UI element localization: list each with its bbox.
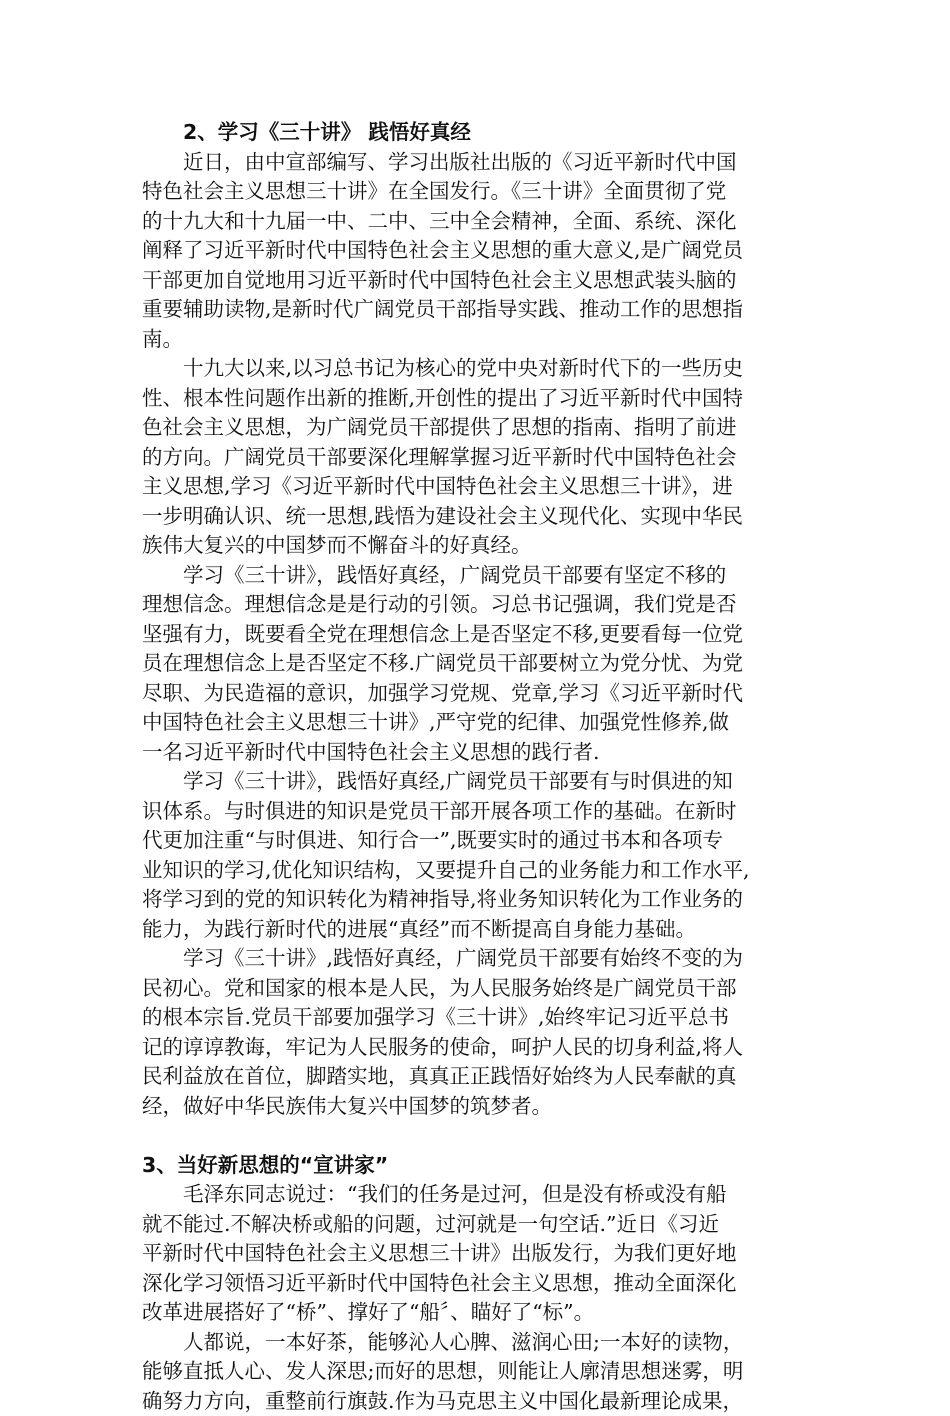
text-line: 确努力方向，重整前行旗鼓.作为马克思主义中国化最新理论成果， (142, 1387, 816, 1416)
text-line: 就不能过.不解决桥或船的问题，过河就是一句空话.”近日《习近 (142, 1210, 816, 1240)
text-line: 改革进展搭好了“桥”、撑好了“船〞、瞄好了“标”。 (142, 1298, 816, 1328)
text-line: 性、根本性问题作出新的推断,开创性的提出了习近平新时代中国特 (142, 384, 816, 414)
text-line: 记的谆谆教诲，牢记为人民服务的使命，呵护人民的切身利益,将人 (142, 1033, 816, 1063)
text-line: 特色社会主义思想三十讲》在全国发行。《三十讲》全面贯彻了党 (142, 177, 816, 207)
text-line: 一步明确认识、统一思想,践悟为建设社会主义现代化、实现中华民 (142, 502, 816, 532)
text-line: 主义思想,学习《习近平新时代中国特色社会主义思想三十讲》，进 (142, 472, 816, 502)
text-line: 南。 (142, 325, 816, 355)
text-line: 的根本宗旨.党员干部要加强学习《三十讲》,始终牢记习近平总书 (142, 1003, 816, 1033)
text-line: 十九大以来,以习总书记为核心的党中央对新时代下的一些历史 (142, 354, 816, 384)
text-line: 能力，为践行新时代的进展“真经”而不断提高自身能力基础。 (142, 915, 816, 945)
text-line: 重要辅助读物,是新时代广阔党员干部指导实践、推动工作的思想指 (142, 295, 816, 325)
section-3-paragraph-2 (142, 1328, 816, 1416)
text-line: 人都说，一本好茶，能够沁人心脾、滋润心田;一本好的读物， (142, 1328, 816, 1358)
section-2-heading: 2、学习《三十讲》 践悟好真经 (142, 118, 816, 148)
section-2-paragraph-1 (142, 148, 816, 355)
text-line: 民初心。党和国家的根本是人民，为人民服务始终是广阔党员干部 (142, 974, 816, 1004)
section-3-paragraph-1 (142, 1180, 816, 1328)
text-line: 业知识的学习,优化知识结构，又要提升自己的业务能力和工作水平, (142, 856, 816, 886)
text-line: 学习《三十讲》,践悟好真经，广阔党员干部要有始终不变的为 (142, 944, 816, 974)
text-line: 代更加注重“与时俱进、知行合一”,既要实时的通过书本和各项专 (142, 826, 816, 856)
text-line: 民利益放在首位，脚踏实地，真真正正践悟好始终为人民奉献的真 (142, 1062, 816, 1092)
text-line: 学习《三十讲》，践悟好真经,广阔党员干部要有与时俱进的知 (142, 767, 816, 797)
text-line: 色社会主义思想，为广阔党员干部提供了思想的指南、指明了前进 (142, 413, 816, 443)
text-line: 族伟大复兴的中国梦而不懈奋斗的好真经。 (142, 531, 816, 561)
text-line: 深化学习领悟习近平新时代中国特色社会主义思想，推动全面深化 (142, 1269, 816, 1299)
text-line: 干部更加自觉地用习近平新时代中国特色社会主义思想武装头脑的 (142, 266, 816, 296)
paragraph-spacer (142, 1121, 816, 1151)
section-2-paragraph-2 (142, 354, 816, 561)
document-body (142, 118, 816, 1416)
section-3-heading: 3、当好新思想的“宣讲家” (142, 1151, 816, 1181)
text-line: 中国特色社会主义思想三十讲》,严守党的纪律、加强党性修养,做 (142, 708, 816, 738)
section-2-paragraph-4 (142, 767, 816, 944)
text-line: 阐释了习近平新时代中国特色社会主义思想的重大意义,是广阔党员 (142, 236, 816, 266)
text-line: 将学习到的党的知识转化为精神指导,将业务知识转化为工作业务的 (142, 885, 816, 915)
text-line: 学习《三十讲》，践悟好真经，广阔党员干部要有坚定不移的 (142, 561, 816, 591)
text-line: 识体系。与时俱进的知识是党员干部开展各项工作的基础。在新时 (142, 797, 816, 827)
text-line: 平新时代中国特色社会主义思想三十讲》出版发行，为我们更好地 (142, 1239, 816, 1269)
text-line: 的十九大和十九届一中、二中、三中全会精神，全面、系统、深化 (142, 207, 816, 237)
text-line: 坚强有力，既要看全党在理想信念上是否坚定不移,更要看每一位党 (142, 620, 816, 650)
text-line: 的方向。广阔党员干部要深化理解掌握习近平新时代中国特色社会 (142, 443, 816, 473)
text-line: 尽职、为民造福的意识，加强学习党规、党章,学习《习近平新时代 (142, 679, 816, 709)
text-line: 员在理想信念上是否坚定不移.广阔党员干部要树立为党分忧、为党 (142, 649, 816, 679)
section-2-paragraph-5 (142, 944, 816, 1121)
text-line: 毛泽东同志说过：“我们的任务是过河，但是没有桥或没有船 (142, 1180, 816, 1210)
text-line: 经，做好中华民族伟大复兴中国梦的筑梦者。 (142, 1092, 816, 1122)
section-2-paragraph-3 (142, 561, 816, 768)
text-line: 理想信念。理想信念是是行动的引领。习总书记强调，我们党是否 (142, 590, 816, 620)
text-line: 一名习近平新时代中国特色社会主义思想的践行者. (142, 738, 816, 768)
text-line: 近日，由中宣部编写、学习出版社出版的《习近平新时代中国 (142, 148, 816, 178)
text-line: 能够直抵人心、发人深思;而好的思想，则能让人廓清思想迷雾，明 (142, 1357, 816, 1387)
